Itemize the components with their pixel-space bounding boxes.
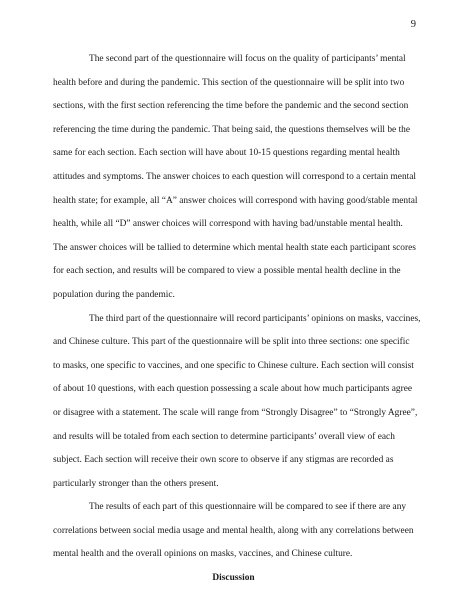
text-line: The results of each part of this questionnaire will be compared to see if there are any [89,502,407,513]
text-line: mental health and the overall opinions on masks, vaccines, and Chinese culture. [53,549,353,560]
body-text [53,48,421,591]
text-line: health before and during the pandemic. This section of the questionnaire will be split into two [53,77,405,88]
text-line: The answer choices will be tallied to determine which mental health state each participant scores [53,242,416,253]
paragraph-mental-health [53,48,418,308]
text-line: health state; for example, all “A” answer choices will correspond with having good/stable mental [53,195,418,206]
text-line: of about 10 questions, with each question possessing a scale about how much participants agree [53,384,413,395]
paragraph-comparison [53,496,414,567]
text-line: sections, with the first section referencing the time before the pandemic and the second section [53,101,409,112]
text-line: particularly stronger than the others present. [53,478,219,489]
text-line: The second part of the questionnaire will focus on the quality of participants’ mental [89,54,406,64]
section-heading-discussion: Discussion [212,573,255,584]
text-line: for each section, and results will be compared to view a possible mental health decline in the [53,266,401,277]
text-line: to masks, one specific to vaccines, and one specific to Chinese culture. Each section will consist [53,360,414,371]
text-line: or disagree with a statement. The scale will range from “Strongly Disagree” to “Strongly Agree”, [53,407,418,418]
text-line: and Chinese culture. This part of the questionnaire will be split into three sections: one specific [53,337,410,348]
text-line: subject. Each section will receive their own score to observe if any stigmas are recorded as [53,455,394,466]
page-number: 9 [410,19,416,30]
text-line: and results will be totaled from each section to determine participants’ overall view of each [53,431,395,442]
paragraph-opinions [53,308,421,497]
text-line: The third part of the questionnaire will record participants’ opinions on masks, vaccines, [89,313,421,324]
text-line: population during the pandemic. [53,289,175,300]
text-line: correlations between social media usage and mental health, along with any correlations between [53,525,414,536]
text-line: attitudes and symptoms. The answer choices to each question will correspond to a certain mental [53,171,417,182]
text-line: referencing the time during the pandemic. That being said, the questions themselves will be the [53,124,411,135]
text-line: health, while all “D” answer choices will correspond with having bad/unstable mental health. [53,219,403,230]
text-line: same for each section. Each section will have about 10-15 questions regarding mental health [53,148,400,159]
